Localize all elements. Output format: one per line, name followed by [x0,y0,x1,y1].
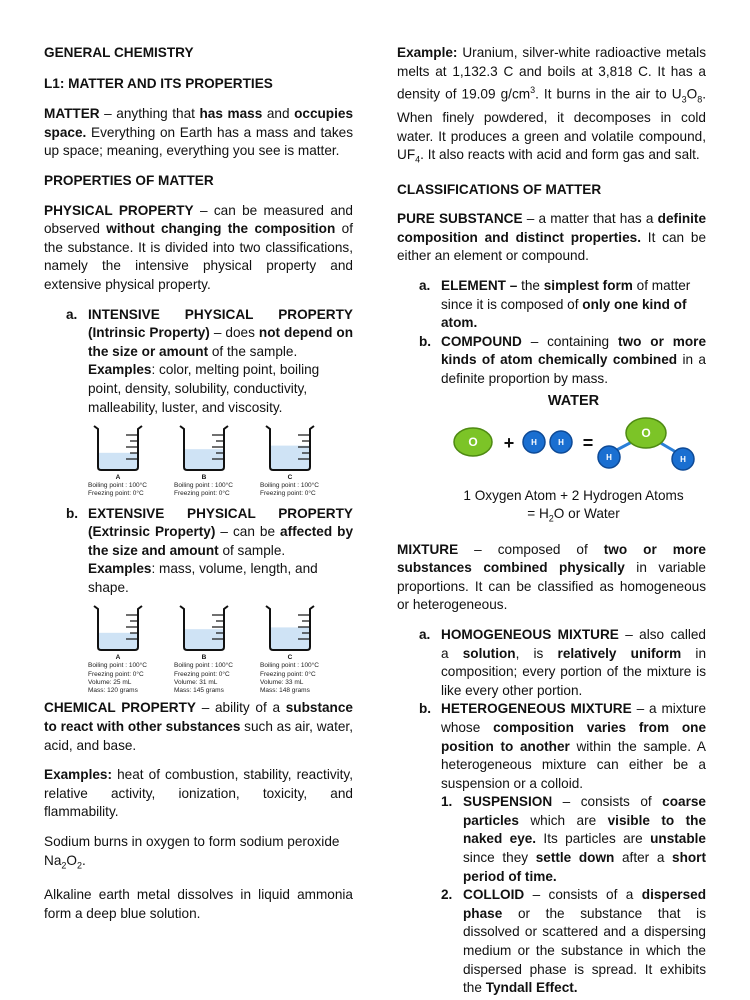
beaker-label: B [201,654,207,662]
list-marker: 2. [441,887,453,903]
beaker-a [88,603,166,695]
beaker-icon [174,423,234,473]
liquid-level [270,446,310,469]
beaker-b [174,423,252,498]
sodium-example: Sodium burns in oxygen to form sodium peroxide $Na_2O_2$. [44,834,340,871]
liquid-level [98,633,138,649]
hydrogen-label: H [606,453,612,463]
oxygen-label: O [641,426,651,441]
beaker-label: C [287,474,293,482]
lesson-title: L1: MATTER AND ITS PROPERTIES [44,75,273,91]
properties-heading: PROPERTIES OF MATTER [44,172,214,188]
water-figure [397,392,706,528]
list-marker: a. [419,277,431,293]
list-marker: b. [419,333,432,349]
beaker-label: B [201,474,207,482]
left-column [44,44,353,923]
beaker-icon [260,603,320,653]
intensive-property-item: a. INTENSIVE PHYSICAL PROPERTY (Intrinsic Property) – does not depend on the size or amount of the sample. Examples: color, melting point, boiling point, density, solubility, conductivity, malleability, luster, and viscosity. A Boiling point : 100°C Freezing point: 0°C B Boiling point : 100°C Freezing point: 0°C C Boiling point : 100°C Freezing point: 0°C [66,306,353,498]
list-marker: a. [419,626,431,642]
list-marker: a. [66,306,78,322]
chemical-examples: Examples: heat of combustion, stability, reactivity, relative activity, ionization, toxicity, and flammability. [44,767,353,820]
list-marker: b. [66,505,79,521]
beaker-caption: Boiling point : 100°C [88,662,147,670]
beaker-a [88,423,166,498]
suspension-item: 1. SUSPENSION – consists of coarse particles which are visible to the naked eye. Its particles are unstable since they settle down after a short period of time. [441,794,706,884]
list-marker: 1. [441,794,453,810]
plus-sign: + [503,433,515,454]
beaker-c [260,423,338,498]
beaker-caption: Freezing point: 0°C [88,490,144,498]
matter-definition: MATTER – anything that has mass and occupies space. Everything on Earth has a mass and takes up space; meaning, everything you see is matter. [44,106,354,159]
beaker-caption: Boiling point : 100°C [260,482,319,490]
oxygen-label: O [468,435,478,450]
colloid-item: 2. COLLOID – consists of a dispersed phase or the substance that is dissolved or scattered and a dispersing medium or the substance in which the dispersed phase is spread. It exhibits the Tyndall Effect. [441,887,706,996]
beaker-caption: Mass: 148 grams [260,687,310,695]
beaker-caption: Boiling point : 100°C [174,482,233,490]
beaker-b [174,603,252,695]
hydrogen-label: H [558,438,564,448]
beaker-label: A [115,474,121,482]
compound-item: b. COMPOUND – containing two or more kinds of atom chemically combined in a definite proportion by mass. [419,333,706,386]
beaker-caption: Freezing point: 0°C [88,670,144,678]
alkaline-example: Alkaline earth metal dissolves in liquid ammonia form a deep blue solution. [44,886,353,921]
beaker-icon [174,603,234,653]
extensive-beaker-figure [88,603,353,695]
water-caption-line2: = $H_2O$ or Water [527,506,620,524]
hydrogen-label: H [531,438,537,448]
beaker-caption: Volume: 31 mL [174,678,218,686]
equals-sign: = [582,433,594,454]
classifications-heading: CLASSIFICATIONS OF MATTER [397,181,602,197]
beaker-caption: Freezing point: 0°C [174,670,230,678]
beaker-label: A [115,654,121,662]
beaker-icon [260,423,320,473]
liquid-level [98,453,138,469]
beaker-caption: Volume: 33 mL [260,678,304,686]
beaker-caption: Freezing point: 0°C [174,490,230,498]
extensive-property-item: b. EXTENSIVE PHYSICAL PROPERTY (Extrinsic Property) – can be affected by the size and amount of sample. Examples: mass, volume, length, and shape. A Boiling point : 100°C Freezing point: 0°C Volume: 25 mL Mass: 120 grams B Boiling point : 100°C Freezing point: 0°C Volume: 31 mL Mass: 145 grams C Boiling point : 100°C Freezing point: 0°C Volume: 33 mL Mass: 148 grams [66,505,354,695]
beaker-caption: Mass: 120 grams [88,687,138,695]
beaker-caption: Freezing point: 0°C [260,670,316,678]
beaker-caption: Freezing point: 0°C [260,490,316,498]
right-column [397,44,706,998]
beaker-icon [88,603,148,653]
water-molecule-diagram [397,411,706,481]
pure-substance-definition: PURE SUBSTANCE – a matter that has a definite composition and distinct properties. It can be either an element or compound. [397,211,707,264]
beaker-label: C [287,654,293,662]
beaker-c [260,603,338,695]
list-marker: b. [419,701,432,717]
uranium-example: Example: Uranium, silver-white radioactive metals melts at 1,132.3 C and boils at 3,818 C. It has a density of 19.09 $g/cm^3$. It burns in the air to $U_3O_8$. When finely powdered, it decomposes in cold water. It produces a green and volatile compound, $UF_4$. It also reacts with acid and form gas and salt. [397,45,706,165]
water-caption-line1: 1 Oxygen Atom + 2 Hydrogen Atoms [463,487,684,503]
beaker-caption: Boiling point : 100°C [174,662,233,670]
beaker-caption: Boiling point : 100°C [260,662,319,670]
physical-property-definition: PHYSICAL PROPERTY – can be measured and observed without changing the composition of the substance. It is divided into two classifications, namely the intensive physical property and extensive physical property. [44,202,353,292]
heterogeneous-item: b. HETEROGENEOUS MIXTURE – a mixture whose composition varies from one position to another within the sample. A heterogeneous mixture can either be a suspension or a colloid. 1. SUSPENSION – consists of coarse particles which are visible to the naked eye. Its particles are unstable since they settle down after a short period of time. 2. COLLOID – consists of a dispersed phase or the substance that is dissolved or scattered and a dispersing medium or the substance in which the dispersed phase is spread. It exhibits the Tyndall Effect. [397,700,706,998]
intensive-beaker-figure [88,423,353,498]
liquid-level [270,628,310,650]
mixture-definition: MIXTURE – composed of two or more substances combined physically in variable proportions. It can be classified as homogeneous or heterogeneous. [397,541,706,613]
hydrogen-label: H [680,455,686,465]
course-title: GENERAL CHEMISTRY [44,45,194,60]
beaker-caption: Volume: 25 mL [88,678,132,686]
beaker-icon [88,423,148,473]
chemical-property-definition: CHEMICAL PROPERTY – ability of a substance to react with other substances such as air, water, acid, and base. [44,700,353,753]
element-item: a. ELEMENT – the simplest form of matter since it is composed of only one kind of atom. [419,277,691,331]
beaker-caption: Mass: 145 grams [174,687,224,695]
homogeneous-item: a. HOMOGENEOUS MIXTURE – also called a solution, is relatively uniform in composition; every portion of the mixture is like every other portion. [419,626,706,698]
beaker-caption: Boiling point : 100°C [88,482,147,490]
water-title: WATER [547,393,600,410]
